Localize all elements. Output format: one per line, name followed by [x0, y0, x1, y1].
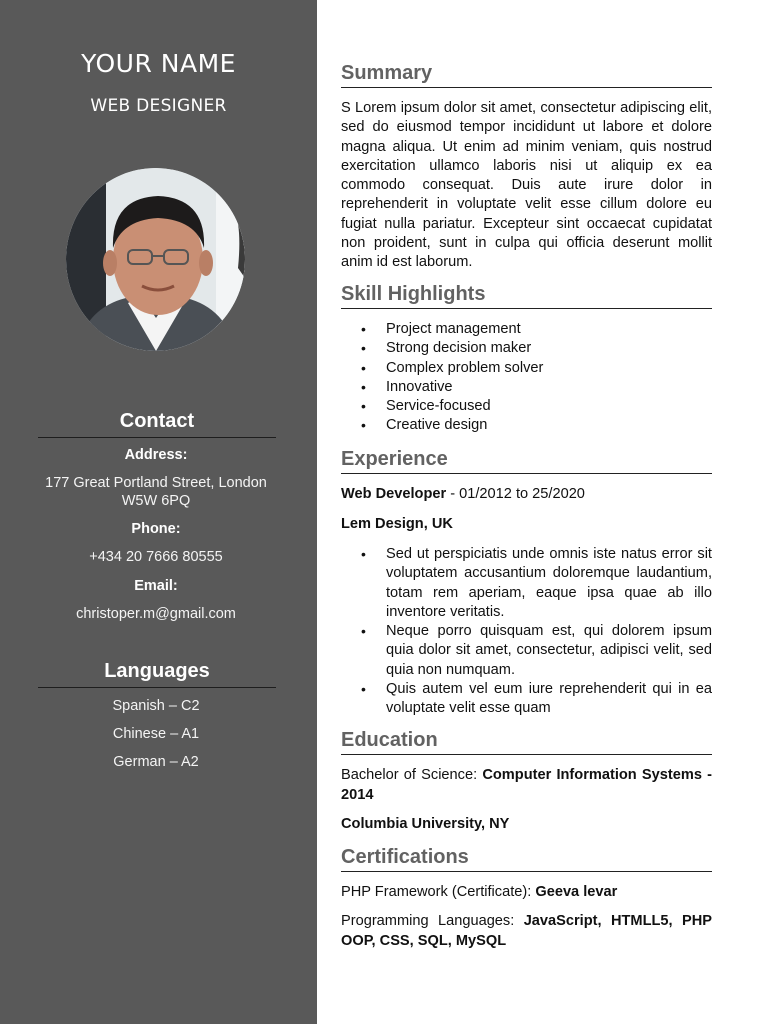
phone-label: Phone: [131, 521, 181, 537]
address-line-1: 177 Great Portland Street, London [45, 475, 267, 491]
skill-item: • Innovative [341, 378, 712, 397]
profile-photo [66, 168, 245, 351]
degree-label: Bachelor of Science: [341, 767, 483, 783]
job-title: WEB DESIGNER [90, 96, 227, 116]
cert-label: PHP Framework (Certificate): [341, 884, 536, 900]
languages-heading: Languages [38, 660, 276, 688]
experience-item: • Sed ut perspiciatis unde omnis iste natus error sit voluptatem accusantium doloremque laudantium, totam rem aperiam, eaque ipsa quae ab illo inventore veritatis. [341, 545, 712, 622]
company-name: Lem Design, UK [341, 516, 453, 532]
skills-list [341, 320, 712, 436]
language-item: Spanish – C2 [112, 698, 200, 714]
skill-item: • Strong decision maker [341, 339, 712, 358]
resume-name: YOUR NAME [81, 49, 236, 78]
summary-text: S Lorem ipsum dolor sit amet, consectetur adipiscing elit, sed do eiusmod tempor incididunt ut labore et dolore magna aliqua. Ut enim ad minim veniam, quis nostrud exercitation ullamco laboris nisi ut aliquip ex ea commodo consequat. Duis aute irure dolor in reprehenderit in voluptate velit esse cillum dolore eu fugiat nulla pariatur. Excepteur sint occaecat cupidatat non proident, sunt in culpa qui officia deserunt mollit anim id est laborum. [341, 100, 712, 271]
programming-languages-line [341, 912, 712, 951]
summary-heading: Summary [341, 62, 712, 88]
certification-line [341, 883, 712, 903]
email-label: Email: [134, 578, 178, 594]
education-heading: Education [341, 729, 712, 755]
address-line-2: W5W 6PQ [121, 493, 191, 509]
job-title-text: Web Developer [341, 486, 447, 502]
job-dates: - 01/2012 to 25/2020 [446, 486, 585, 502]
degree-name: Computer Information Systems - 2014 [341, 767, 712, 803]
experience-heading: Experience [341, 448, 712, 474]
school-name: Columbia University, NY [341, 816, 510, 832]
address-label: Address: [124, 447, 188, 463]
skill-item: • Creative design [341, 416, 712, 435]
experience-item: • Quis autem vel eum iure reprehenderit qui in ea voluptate velit esse quam [341, 680, 712, 719]
contact-heading: Contact [38, 410, 276, 438]
phone-number: +434 20 7666 80555 [89, 549, 223, 565]
skill-item: • Service-focused [341, 397, 712, 416]
degree-line [341, 766, 712, 805]
skill-item: • Complex problem solver [341, 359, 712, 378]
certifications-heading: Certifications [341, 846, 712, 872]
experience-list [341, 545, 712, 719]
experience-item: • Neque porro quisquam est, qui dolorem ipsum quia dolor sit amet, consectetur, adipisci velit, sed quia non numquam. [341, 622, 712, 680]
skill-item: • Project management [341, 320, 712, 339]
sidebar [0, 0, 317, 1024]
cert-label: Programming Languages: [341, 913, 524, 929]
language-item: German – A2 [113, 754, 199, 770]
cert-value: Geeva levar [535, 884, 618, 900]
email-address: christoper.m@gmail.com [76, 606, 236, 622]
cert-value: JavaScript, HTMLL5, PHP OOP, CSS, SQL, MySQL [341, 913, 712, 949]
language-item: Chinese – A1 [112, 726, 200, 742]
skills-heading: Skill Highlights [341, 283, 712, 309]
job-line [341, 485, 712, 505]
